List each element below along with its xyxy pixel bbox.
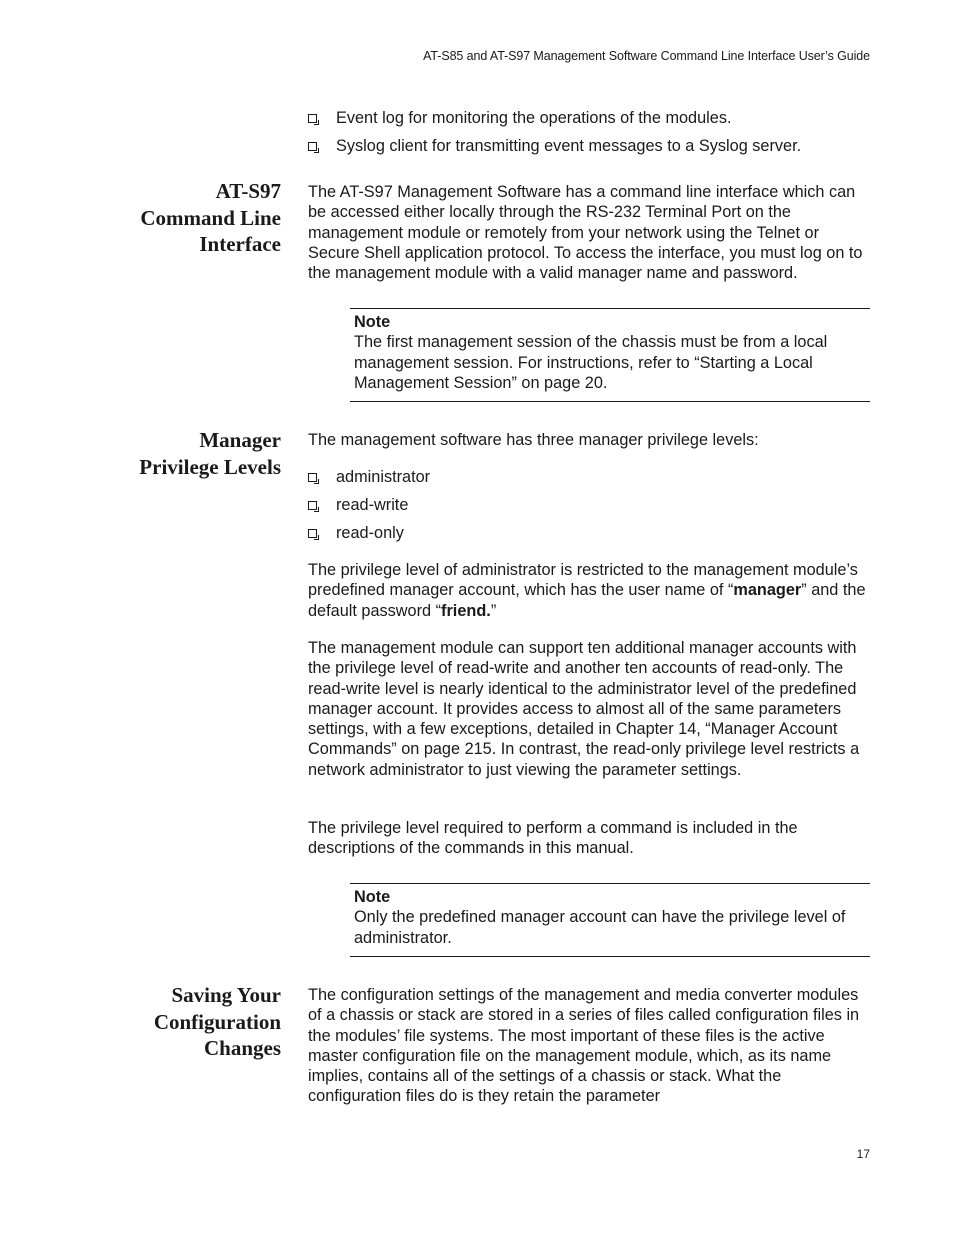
list-item-text: Syslog client for transmitting event messages to a Syslog server. [336, 137, 802, 155]
heading-line: Interface [199, 232, 281, 256]
section-heading-saving [80, 982, 281, 1062]
admin-privilege-paragraph [308, 560, 872, 621]
list-item [308, 495, 872, 523]
checkbox-bullet-icon [308, 142, 317, 151]
privilege-level-list [308, 467, 872, 551]
checkbox-bullet-icon [308, 501, 317, 510]
cli-paragraph: The AT-S97 Management Software has a command line interface which can be accessed either locally through the RS-232 Terminal Port on the management module or remotely from your network using the Telnet or Secure Shell application protocol. To access the interface, you must log on to the management module with a valid manager name and password. [308, 183, 863, 283]
note-label: Note [354, 888, 391, 906]
section-heading-cli [80, 178, 281, 258]
note-box-privilege [350, 883, 870, 957]
heading-line: AT-S97 [215, 179, 281, 203]
list-item [308, 108, 872, 136]
manager-accounts-paragraph: The management module can support ten additional manager accounts with the privilege level of read-write and another ten accounts of read-only. The read-write level is nearly identical to the administrator level of the predefined manager account. It provides access to almost all of the same parameters settings, with a few exceptions, detailed in Chapter 14, “Manager Account Commands” on page 215. In contrast, the read-only privilege level restricts a network administrator to just viewing the parameter settings. [308, 639, 860, 779]
list-item [308, 136, 872, 164]
heading-line: Privilege Levels [139, 454, 281, 479]
note-box-cli [350, 308, 870, 402]
page-number: 17 [856, 1147, 870, 1161]
default-username: manager [733, 581, 802, 600]
heading-line: Command Line [140, 205, 281, 230]
list-item-text: read-only [336, 524, 404, 542]
note-text: The first management session of the chassis must be from a local management session. For instructions, refer to “Starting a Local Management Session” on page 20. [354, 333, 828, 392]
privilege-required-paragraph: The privilege level required to perform a command is included in the descriptions of the commands in this manual. [308, 819, 798, 858]
text-run: ” and the default password “ [308, 581, 866, 620]
heading-line: Configuration [153, 1009, 281, 1034]
checkbox-bullet-icon [308, 529, 317, 538]
list-item-text: Event log for monitoring the operations of the modules. [336, 109, 732, 127]
privilege-intro: The management software has three manager privilege levels: [308, 431, 759, 449]
text-run: The privilege level of administrator is restricted to the management module’s predefined manager account, which has the user name of “ [308, 561, 858, 600]
default-password: friend. [441, 601, 491, 620]
checkbox-bullet-icon [308, 114, 317, 123]
heading-line: Manager [199, 428, 281, 452]
list-item [308, 523, 872, 551]
saving-paragraph: The configuration settings of the management and media converter modules of a chassis or stack are stored in a series of files called configuration files in the modules’ file systems. The most important of these files is the active master configuration file on the management module, which, as its name implies, contains all of the settings of a chassis or stack. What the configuration files do is they retain the parameter [308, 986, 860, 1106]
note-text: Only the predefined manager account can have the privilege level of administrator. [354, 908, 846, 947]
checkbox-bullet-icon [308, 473, 317, 482]
note-label: Note [354, 313, 391, 331]
list-item-text: administrator [336, 468, 431, 486]
text-run: ” [490, 601, 497, 620]
heading-line: Changes [203, 1036, 281, 1060]
section-heading-privilege [80, 427, 281, 480]
heading-line: Saving Your [171, 983, 281, 1007]
list-item-text: read-write [336, 496, 409, 514]
running-header: AT-S85 and AT-S97 Management Software Command Line Interface User’s Guide [423, 49, 870, 63]
intro-bullet-list [308, 108, 872, 164]
list-item [308, 467, 872, 495]
